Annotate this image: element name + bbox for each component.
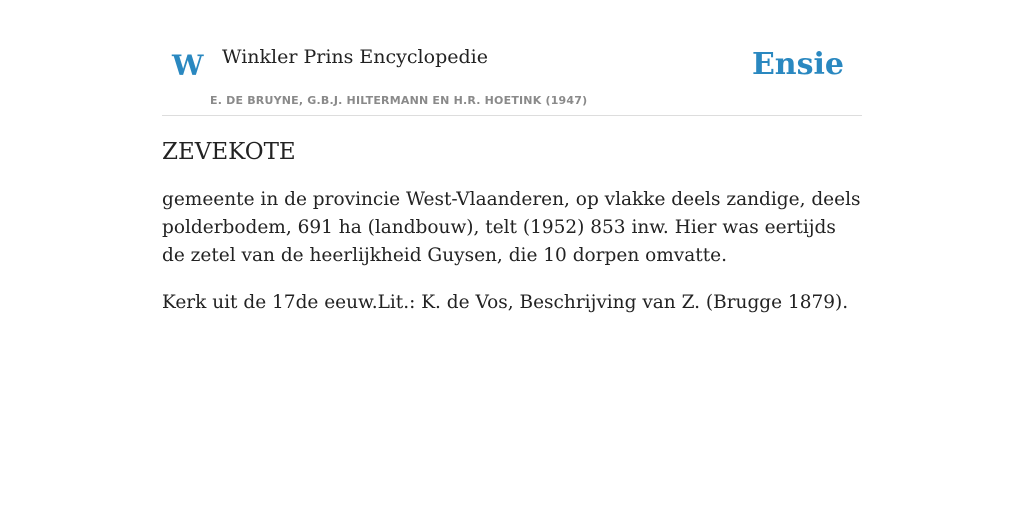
book-logo-link[interactable]: W [172,49,204,82]
book-authors: E. DE BRUYNE, G.B.J. HILTERMANN EN H.R. HOETINK (1947) [210,94,588,107]
entry-paragraph: Kerk uit de 17de eeuw.Lit.: K. de Vos, Beschrijving van Z. (Brugge 1879). [162,291,849,313]
ensie-logo-link[interactable]: Ensie [751,47,844,82]
entry-content [162,138,862,336]
entry-paragraph: gemeente in de provincie West-Vlaanderen, op vlakke deels zandige, deels polderbodem, 691 ha (landbouw), telt (1952) 853 inw. Hier was eertijds de zetel van de heerlijkheid Guysen, die 10 dorpen omvatte. [162,188,861,266]
entry-title: ZEVEKOTE [162,139,296,165]
book-header [162,40,862,116]
book-title-link[interactable]: Winkler Prins Encyclopedie [222,46,488,68]
